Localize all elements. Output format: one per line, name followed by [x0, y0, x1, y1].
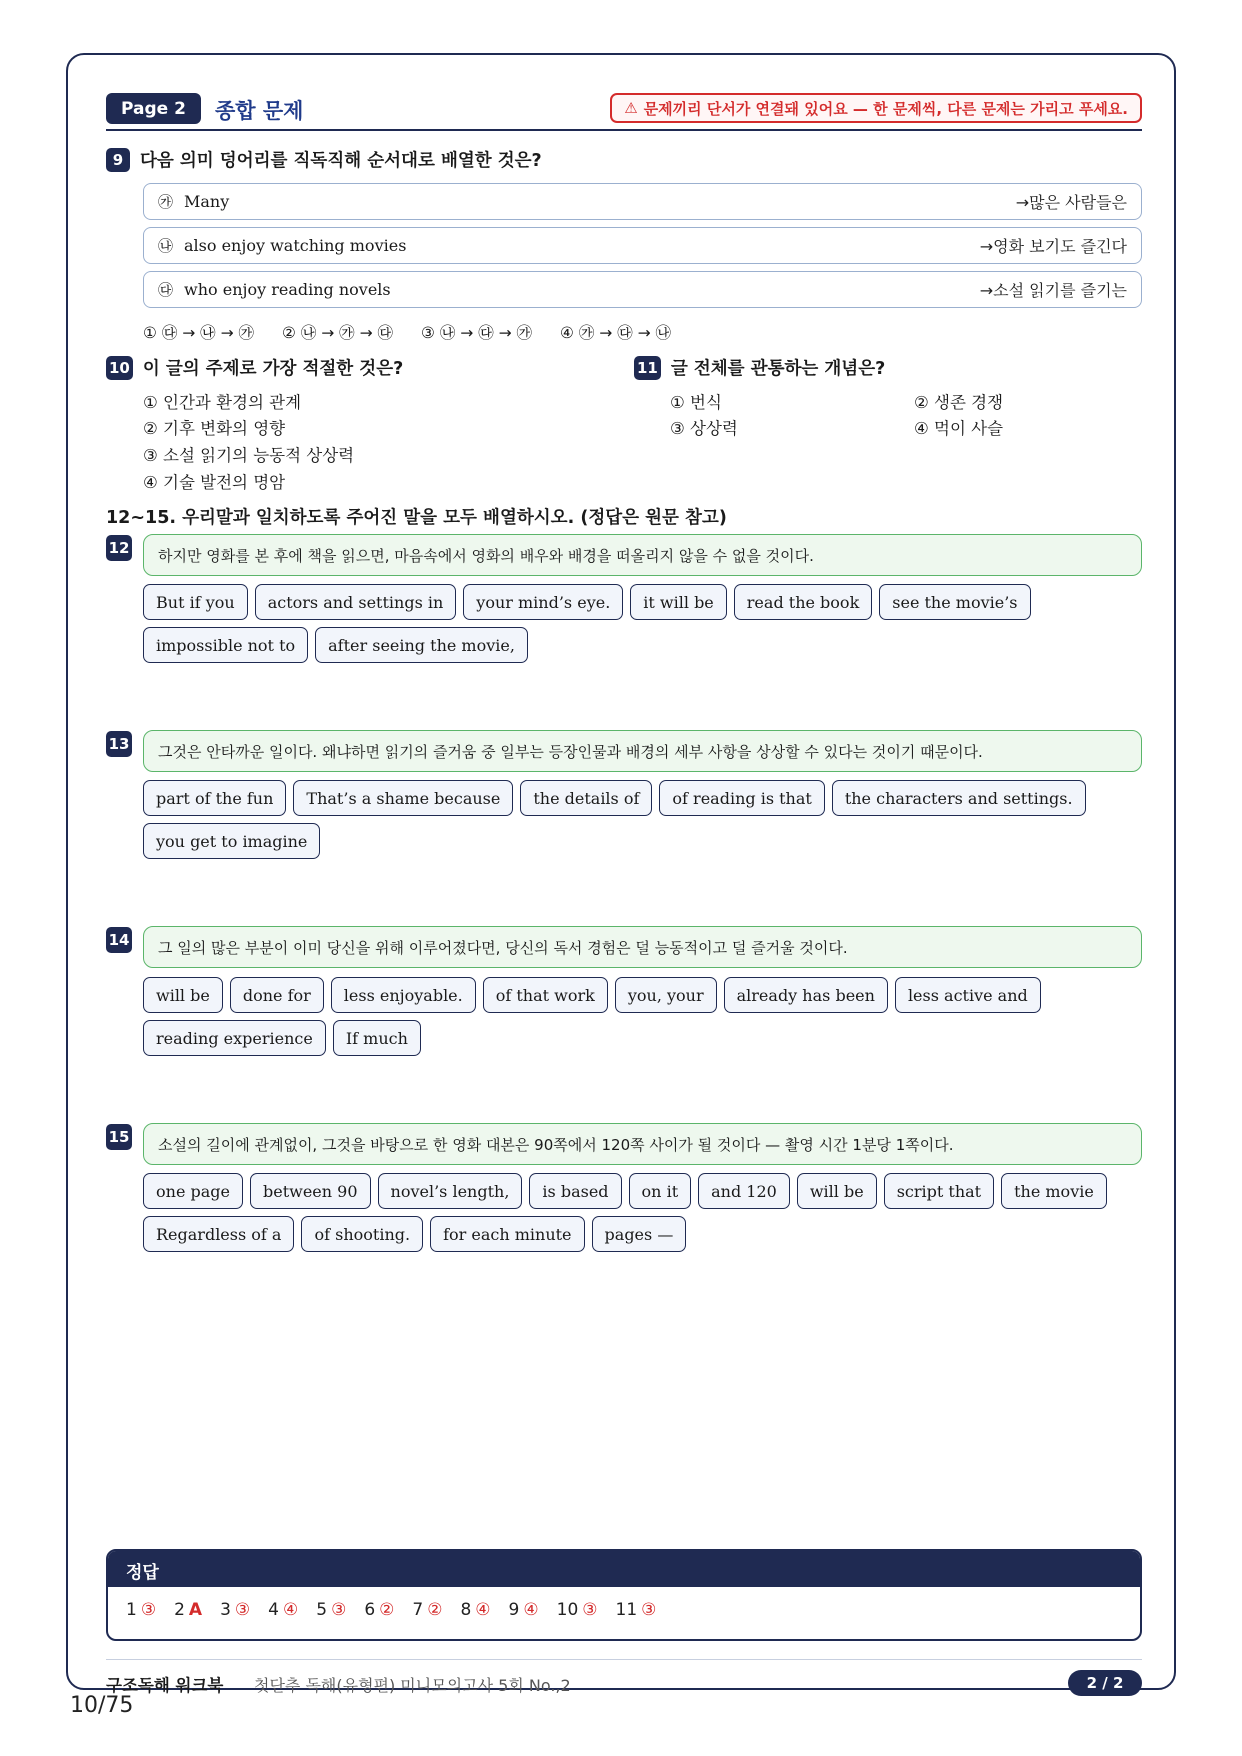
answer-item: 2 A [174, 1600, 203, 1620]
word-tile[interactable]: impossible not to [143, 627, 308, 663]
choice-option[interactable]: ① 번식 [670, 393, 722, 412]
section-heading: 12~15. 우리말과 일치하도록 주어진 말을 모두 배열하시오. (정답은 원문 참고) [106, 508, 727, 528]
word-tile[interactable]: the movie [1001, 1173, 1107, 1209]
word-tile[interactable]: you get to imagine [143, 823, 320, 859]
answer-item: 6 ② [364, 1600, 395, 1620]
worksheet-page [66, 53, 1176, 1695]
page-badge: Page 2 [106, 93, 201, 124]
question-13-number: 13 [106, 731, 132, 757]
word-tile[interactable]: pages — [592, 1216, 687, 1252]
page-footer [106, 1659, 1142, 1701]
choice-option[interactable]: ② ㉯ → ㉮ → ㉰ [282, 324, 394, 342]
korean-sentence-box: 그 일의 많은 부분이 이미 당신을 위해 이루어졌다면, 당신의 독서 경험은 덜 능동적이고 덜 즐거울 것이다. [143, 926, 1142, 968]
question-number: 9 [106, 148, 130, 172]
choice-option[interactable]: ③ 상상력 [670, 419, 738, 438]
korean-sentence-box: 하지만 영화를 본 후에 책을 읽으면, 마음속에서 영화의 배우와 배경을 떠올리지 않을 수 없을 것이다. [143, 534, 1142, 576]
chunk-row [143, 227, 1142, 264]
chunk-korean: →소설 읽기를 즐기는 [979, 281, 1127, 300]
warning-icon: ⚠ [624, 99, 638, 117]
chunk-mark: ㉯ [158, 237, 174, 255]
word-tile[interactable]: of that work [483, 977, 608, 1013]
word-tile[interactable]: it will be [630, 584, 726, 620]
question-number: 11 [634, 356, 661, 380]
question-15-number: 15 [106, 1124, 132, 1150]
word-tile[interactable]: you, your [615, 977, 717, 1013]
word-tile[interactable]: the details of [520, 780, 652, 816]
word-tile[interactable]: If much [333, 1020, 421, 1056]
word-tile[interactable]: between 90 [250, 1173, 371, 1209]
word-tiles [143, 780, 1142, 859]
question-11-heading [634, 355, 885, 380]
word-tile[interactable]: and 120 [698, 1173, 790, 1209]
word-tile[interactable]: actors and settings in [255, 584, 457, 620]
choice-option[interactable]: ④ 먹이 사슬 [914, 419, 1004, 438]
answer-key-title: 정답 [108, 1551, 1140, 1587]
section-title: 종합 문제 [215, 99, 304, 123]
page-content [106, 91, 1142, 1695]
word-tile[interactable]: on it [629, 1173, 692, 1209]
word-tile[interactable]: reading experience [143, 1020, 326, 1056]
question-text: 이 글의 주제로 가장 적절한 것은? [142, 359, 404, 379]
chunk-row [143, 271, 1142, 308]
choice-option[interactable]: ② 생존 경쟁 [914, 393, 1004, 412]
word-tile[interactable]: That’s a shame because [293, 780, 513, 816]
word-tile[interactable]: read the book [734, 584, 872, 620]
answer-item: 7 ② [412, 1600, 443, 1620]
word-tile[interactable]: is based [529, 1173, 621, 1209]
answer-item: 10 ③ [556, 1600, 598, 1620]
warning-banner [610, 93, 1142, 123]
choice-option[interactable]: ① ㉰ → ㉯ → ㉮ [143, 324, 255, 342]
answer-item: 1 ③ [126, 1600, 157, 1620]
question-number: 10 [106, 356, 133, 380]
word-tile[interactable]: the characters and settings. [832, 780, 1086, 816]
word-tile[interactable]: already has been [724, 977, 888, 1013]
choice-option[interactable]: ③ ㉯ → ㉰ → ㉮ [421, 324, 533, 342]
word-tile[interactable]: script that [884, 1173, 994, 1209]
chunk-row [143, 183, 1142, 220]
answer-item: 8 ④ [460, 1600, 491, 1620]
question-14-number: 14 [106, 927, 132, 953]
question-9-heading [106, 147, 542, 172]
word-tile[interactable]: part of the fun [143, 780, 286, 816]
warning-text: 문제끼리 단서가 연결돼 있어요 — 한 문제씩, 다른 문제는 가리고 푸세요. [643, 99, 1128, 118]
chunk-english: who enjoy reading novels [184, 280, 391, 299]
word-tile[interactable]: see the movie’s [879, 584, 1030, 620]
question-text: 다음 의미 덩어리를 직독직해 순서대로 배열한 것은? [140, 151, 542, 171]
word-tile[interactable]: less active and [895, 977, 1041, 1013]
chunk-mark: ㉰ [158, 281, 174, 299]
word-tile[interactable]: after seeing the movie, [315, 627, 528, 663]
word-tile[interactable]: will be [143, 977, 223, 1013]
korean-sentence-box: 소설의 길이에 관계없이, 그것을 바탕으로 한 영화 대본은 90쪽에서 120쪽 사이가 될 것이다 — 촬영 시간 1분당 1쪽이다. [143, 1123, 1142, 1165]
word-tile[interactable]: Regardless of a [143, 1216, 294, 1252]
word-tile[interactable]: for each minute [430, 1216, 584, 1252]
choice-option[interactable]: ② 기후 변화의 영향 [143, 419, 286, 438]
word-tile[interactable]: one page [143, 1173, 243, 1209]
question-12-number: 12 [106, 535, 132, 561]
word-tile[interactable]: will be [797, 1173, 877, 1209]
choice-option[interactable]: ④ 기술 발전의 명암 [143, 473, 286, 492]
choice-option[interactable]: ① 인간과 환경의 관계 [143, 393, 302, 412]
footer-brand: 구조독해 워크북 [106, 1676, 224, 1695]
chunk-english: Many [184, 192, 230, 211]
korean-sentence-box: 그것은 안타까운 일이다. 왜냐하면 읽기의 즐거움 중 일부는 등장인물과 배경의 세부 사항을 상상할 수 있다는 것이기 때문이다. [143, 730, 1142, 772]
answer-item: 4 ④ [268, 1600, 299, 1620]
answer-item: 11 ③ [615, 1600, 657, 1620]
question-text: 글 전체를 관통하는 개념은? [670, 359, 886, 379]
chunk-korean: →영화 보기도 즐긴다 [979, 237, 1127, 256]
chunk-mark: ㉮ [158, 193, 174, 211]
answer-item: 3 ③ [220, 1600, 251, 1620]
word-tile[interactable]: less enjoyable. [331, 977, 476, 1013]
question-9-choices [143, 321, 671, 343]
word-tile[interactable]: your mind’s eye. [463, 584, 623, 620]
chunk-english: also enjoy watching movies [184, 236, 407, 255]
word-tile[interactable]: of shooting. [301, 1216, 423, 1252]
page-counter: 10/75 [70, 1693, 134, 1718]
choice-option[interactable]: ④ ㉮ → ㉰ → ㉯ [560, 324, 672, 342]
word-tiles [143, 1173, 1142, 1252]
answer-item: 5 ③ [316, 1600, 347, 1620]
word-tile[interactable]: of reading is that [659, 780, 824, 816]
answer-key-list [108, 1587, 1140, 1633]
question-10-heading [106, 355, 403, 380]
word-tile[interactable]: novel’s length, [378, 1173, 523, 1209]
word-tile[interactable]: But if you [143, 584, 248, 620]
page-header [106, 91, 1142, 131]
answer-item: 9 ④ [508, 1600, 539, 1620]
chunk-korean: →많은 사람들은 [1015, 193, 1127, 212]
word-tiles [143, 584, 1142, 663]
word-tile[interactable]: done for [230, 977, 324, 1013]
answer-key-box [106, 1549, 1142, 1641]
footer-subtitle: 첫단추 독해(유형편) 미니모의고사 5회 No.,2 [254, 1676, 571, 1695]
footer-page-badge: 2 / 2 [1068, 1670, 1142, 1696]
word-tiles [143, 977, 1142, 1056]
choice-option[interactable]: ③ 소설 읽기의 능동적 상상력 [143, 446, 355, 465]
